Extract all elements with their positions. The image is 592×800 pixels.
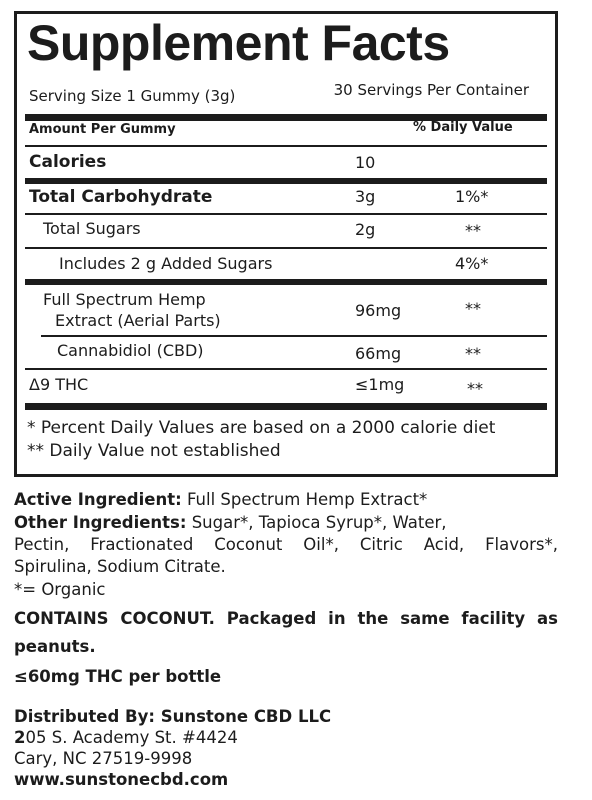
distributor-address-line1 (14, 727, 238, 749)
divider-carb (25, 213, 547, 215)
thc-limit: ≤60mg THC per bottle (14, 667, 222, 686)
footnote-percent-dv: * Percent Daily Values are based on a 2000 calorie diet (27, 418, 496, 438)
supplement-facts-panel (14, 11, 558, 477)
active-ingredient-line (14, 489, 427, 511)
other-ingredients-value-2: Pectin, Fractionated Coconut Oil*, Citric Acid, Flavors*, (14, 535, 558, 554)
row-carb-amount: 3g (355, 187, 376, 206)
allergen-statement-line2: peanuts. (14, 637, 96, 656)
row-thc-amount: ≤1mg (355, 375, 405, 394)
distributor-address-line2: Cary, NC 27519-9998 (14, 749, 193, 768)
amount-per-header: Amount Per Gummy (29, 122, 176, 137)
distributor-website[interactable]: www.sunstonecbd.com (14, 770, 229, 789)
row-added-sugars-name: Includes 2 g Added Sugars (59, 254, 273, 273)
active-ingredient-label: Active Ingredient: (14, 490, 182, 509)
thick-divider-calories (25, 178, 547, 184)
divider-sugars (25, 247, 547, 249)
footnote-not-established: ** Daily Value not established (27, 441, 281, 461)
servings-per-container: 30 Servings Per Container (333, 81, 529, 99)
distributor-label: Distributed By: Sunstone CBD LLC (14, 707, 332, 726)
row-cbd-name: Cannabidiol (CBD) (57, 341, 204, 360)
row-sugars-dv: ** (465, 221, 481, 240)
row-cbd-dv: ** (465, 344, 481, 363)
row-calories-amount: 10 (355, 153, 376, 172)
address-street: 05 S. Academy St. #4424 (25, 728, 238, 747)
row-hemp-name-line1: Full Spectrum Hemp (43, 290, 206, 309)
other-ingredients-value-1: Sugar*, Tapioca Syrup*, Water, (186, 513, 447, 532)
daily-value-header: % Daily Value (413, 120, 513, 135)
active-ingredient-value: Full Spectrum Hemp Extract* (181, 490, 428, 509)
row-thc-name: Δ9 THC (29, 375, 89, 394)
thick-divider-bottom (25, 403, 547, 410)
divider-cbd (25, 368, 547, 370)
row-hemp-amount: 96mg (355, 301, 402, 320)
organic-note: *= Organic (14, 580, 106, 599)
thick-divider-sugars (25, 279, 547, 285)
row-thc-dv: ** (467, 379, 483, 398)
row-sugars-amount: 2g (355, 220, 376, 239)
row-hemp-dv: ** (465, 299, 481, 318)
row-hemp-name-line2: Extract (Aerial Parts) (55, 311, 221, 330)
other-ingredients-line1 (14, 512, 447, 534)
header-divider (25, 145, 547, 147)
row-added-sugars-dv: 4%* (455, 254, 489, 273)
serving-size: Serving Size 1 Gummy (3g) (29, 87, 236, 105)
row-carb-dv: 1%* (455, 187, 489, 206)
row-sugars-name: Total Sugars (43, 219, 141, 238)
other-ingredients-value-3: Spirulina, Sodium Citrate. (14, 557, 226, 576)
row-cbd-amount: 66mg (355, 344, 402, 363)
allergen-statement-line1: CONTAINS COCONUT. Packaged in the same facility as (14, 609, 558, 628)
divider-hemp (41, 335, 547, 337)
row-calories-name: Calories (29, 152, 107, 172)
panel-title: Supplement Facts (27, 15, 450, 71)
address-number-prefix: 2 (14, 728, 26, 747)
other-ingredients-label: Other Ingredients: (14, 513, 187, 532)
row-carb-name: Total Carbohydrate (29, 187, 213, 207)
